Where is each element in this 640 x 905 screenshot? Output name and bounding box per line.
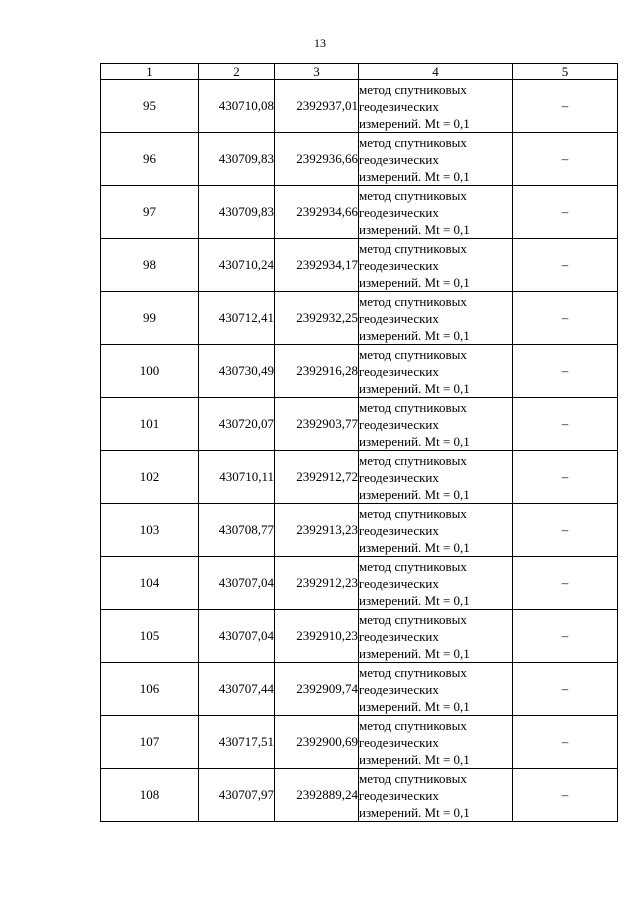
y-coordinate-cell: 2392900,69 xyxy=(275,716,359,769)
method-cell xyxy=(359,610,513,663)
table-row xyxy=(101,663,618,716)
note-cell: – xyxy=(513,239,618,292)
header-col-1: 1 xyxy=(101,64,199,80)
method-line: измерений. Mt = 0,1 xyxy=(359,380,470,396)
note-cell: – xyxy=(513,504,618,557)
table-row xyxy=(101,239,618,292)
method-cell xyxy=(359,504,513,557)
method-line: метод спутниковых xyxy=(359,346,467,362)
method-line: геодезических xyxy=(359,522,439,538)
method-line: геодезических xyxy=(359,257,439,273)
method-line: измерений. Mt = 0,1 xyxy=(359,115,470,131)
method-line: геодезических xyxy=(359,310,439,326)
method-line: метод спутниковых xyxy=(359,399,467,415)
method-line: метод спутниковых xyxy=(359,558,467,574)
point-number-cell: 106 xyxy=(101,663,199,716)
method-line: измерений. Mt = 0,1 xyxy=(359,433,470,449)
point-number-cell: 98 xyxy=(101,239,199,292)
method-line: измерений. Mt = 0,1 xyxy=(359,698,470,714)
point-number-cell: 105 xyxy=(101,610,199,663)
table-row xyxy=(101,292,618,345)
point-number-cell: 104 xyxy=(101,557,199,610)
point-number-cell: 96 xyxy=(101,133,199,186)
method-line: измерений. Mt = 0,1 xyxy=(359,486,470,502)
method-cell xyxy=(359,451,513,504)
x-coordinate-cell: 430710,11 xyxy=(199,451,275,504)
x-coordinate-cell: 430707,04 xyxy=(199,610,275,663)
note-cell: – xyxy=(513,769,618,822)
method-cell xyxy=(359,186,513,239)
x-coordinate-cell: 430717,51 xyxy=(199,716,275,769)
method-cell xyxy=(359,239,513,292)
y-coordinate-cell: 2392916,28 xyxy=(275,345,359,398)
point-number-cell: 103 xyxy=(101,504,199,557)
note-cell: – xyxy=(513,292,618,345)
table-row xyxy=(101,133,618,186)
note-cell: – xyxy=(513,398,618,451)
note-cell: – xyxy=(513,451,618,504)
table-row xyxy=(101,345,618,398)
method-line: геодезических xyxy=(359,681,439,697)
method-line: геодезических xyxy=(359,575,439,591)
y-coordinate-cell: 2392912,23 xyxy=(275,557,359,610)
point-number-cell: 108 xyxy=(101,769,199,822)
header-col-5: 5 xyxy=(513,64,618,80)
method-line: измерений. Mt = 0,1 xyxy=(359,645,470,661)
method-line: геодезических xyxy=(359,628,439,644)
x-coordinate-cell: 430720,07 xyxy=(199,398,275,451)
method-line: метод спутниковых xyxy=(359,81,467,97)
x-coordinate-cell: 430707,44 xyxy=(199,663,275,716)
method-line: измерений. Mt = 0,1 xyxy=(359,539,470,555)
y-coordinate-cell: 2392903,77 xyxy=(275,398,359,451)
table-row xyxy=(101,451,618,504)
table-row xyxy=(101,557,618,610)
header-col-3: 3 xyxy=(275,64,359,80)
method-line: измерений. Mt = 0,1 xyxy=(359,327,470,343)
method-line: измерений. Mt = 0,1 xyxy=(359,168,470,184)
note-cell: – xyxy=(513,133,618,186)
method-line: геодезических xyxy=(359,98,439,114)
note-cell: – xyxy=(513,557,618,610)
y-coordinate-cell: 2392932,25 xyxy=(275,292,359,345)
method-line: измерений. Mt = 0,1 xyxy=(359,804,470,820)
method-line: метод спутниковых xyxy=(359,664,467,680)
method-line: измерений. Mt = 0,1 xyxy=(359,751,470,767)
table-row xyxy=(101,186,618,239)
method-line: геодезических xyxy=(359,151,439,167)
note-cell: – xyxy=(513,610,618,663)
x-coordinate-cell: 430708,77 xyxy=(199,504,275,557)
table-row xyxy=(101,769,618,822)
table-row xyxy=(101,610,618,663)
method-cell xyxy=(359,133,513,186)
x-coordinate-cell: 430709,83 xyxy=(199,133,275,186)
method-cell xyxy=(359,716,513,769)
y-coordinate-cell: 2392912,72 xyxy=(275,451,359,504)
point-number-cell: 107 xyxy=(101,716,199,769)
y-coordinate-cell: 2392909,74 xyxy=(275,663,359,716)
method-cell xyxy=(359,292,513,345)
table-row xyxy=(101,398,618,451)
method-line: геодезических xyxy=(359,469,439,485)
method-line: метод спутниковых xyxy=(359,134,467,150)
table-header-row xyxy=(101,64,618,80)
y-coordinate-cell: 2392889,24 xyxy=(275,769,359,822)
method-cell xyxy=(359,398,513,451)
table-row xyxy=(101,504,618,557)
method-line: метод спутниковых xyxy=(359,717,467,733)
x-coordinate-cell: 430712,41 xyxy=(199,292,275,345)
point-number-cell: 99 xyxy=(101,292,199,345)
method-line: измерений. Mt = 0,1 xyxy=(359,221,470,237)
method-line: геодезических xyxy=(359,787,439,803)
method-line: измерений. Mt = 0,1 xyxy=(359,274,470,290)
y-coordinate-cell: 2392936,66 xyxy=(275,133,359,186)
note-cell: – xyxy=(513,345,618,398)
method-line: метод спутниковых xyxy=(359,452,467,468)
method-cell xyxy=(359,80,513,133)
method-line: геодезических xyxy=(359,204,439,220)
note-cell: – xyxy=(513,80,618,133)
x-coordinate-cell: 430730,49 xyxy=(199,345,275,398)
method-cell xyxy=(359,557,513,610)
point-number-cell: 102 xyxy=(101,451,199,504)
method-line: метод спутниковых xyxy=(359,770,467,786)
table-row xyxy=(101,80,618,133)
x-coordinate-cell: 430710,24 xyxy=(199,239,275,292)
coordinates-table xyxy=(100,63,618,822)
point-number-cell: 100 xyxy=(101,345,199,398)
page-number: 13 xyxy=(314,36,326,50)
x-coordinate-cell: 430707,97 xyxy=(199,769,275,822)
method-line: измерений. Mt = 0,1 xyxy=(359,592,470,608)
method-cell xyxy=(359,663,513,716)
point-number-cell: 95 xyxy=(101,80,199,133)
method-cell xyxy=(359,769,513,822)
note-cell: – xyxy=(513,716,618,769)
method-line: метод спутниковых xyxy=(359,611,467,627)
method-line: метод спутниковых xyxy=(359,293,467,309)
table-body xyxy=(101,80,618,822)
method-line: геодезических xyxy=(359,734,439,750)
y-coordinate-cell: 2392937,01 xyxy=(275,80,359,133)
method-line: геодезических xyxy=(359,363,439,379)
note-cell: – xyxy=(513,186,618,239)
method-line: метод спутниковых xyxy=(359,505,467,521)
y-coordinate-cell: 2392934,66 xyxy=(275,186,359,239)
point-number-cell: 101 xyxy=(101,398,199,451)
y-coordinate-cell: 2392910,23 xyxy=(275,610,359,663)
method-cell xyxy=(359,345,513,398)
header-col-2: 2 xyxy=(199,64,275,80)
method-line: геодезических xyxy=(359,416,439,432)
point-number-cell: 97 xyxy=(101,186,199,239)
x-coordinate-cell: 430709,83 xyxy=(199,186,275,239)
x-coordinate-cell: 430710,08 xyxy=(199,80,275,133)
note-cell: – xyxy=(513,663,618,716)
y-coordinate-cell: 2392913,23 xyxy=(275,504,359,557)
method-line: метод спутниковых xyxy=(359,240,467,256)
y-coordinate-cell: 2392934,17 xyxy=(275,239,359,292)
table-row xyxy=(101,716,618,769)
header-col-4: 4 xyxy=(359,64,513,80)
x-coordinate-cell: 430707,04 xyxy=(199,557,275,610)
method-line: метод спутниковых xyxy=(359,187,467,203)
